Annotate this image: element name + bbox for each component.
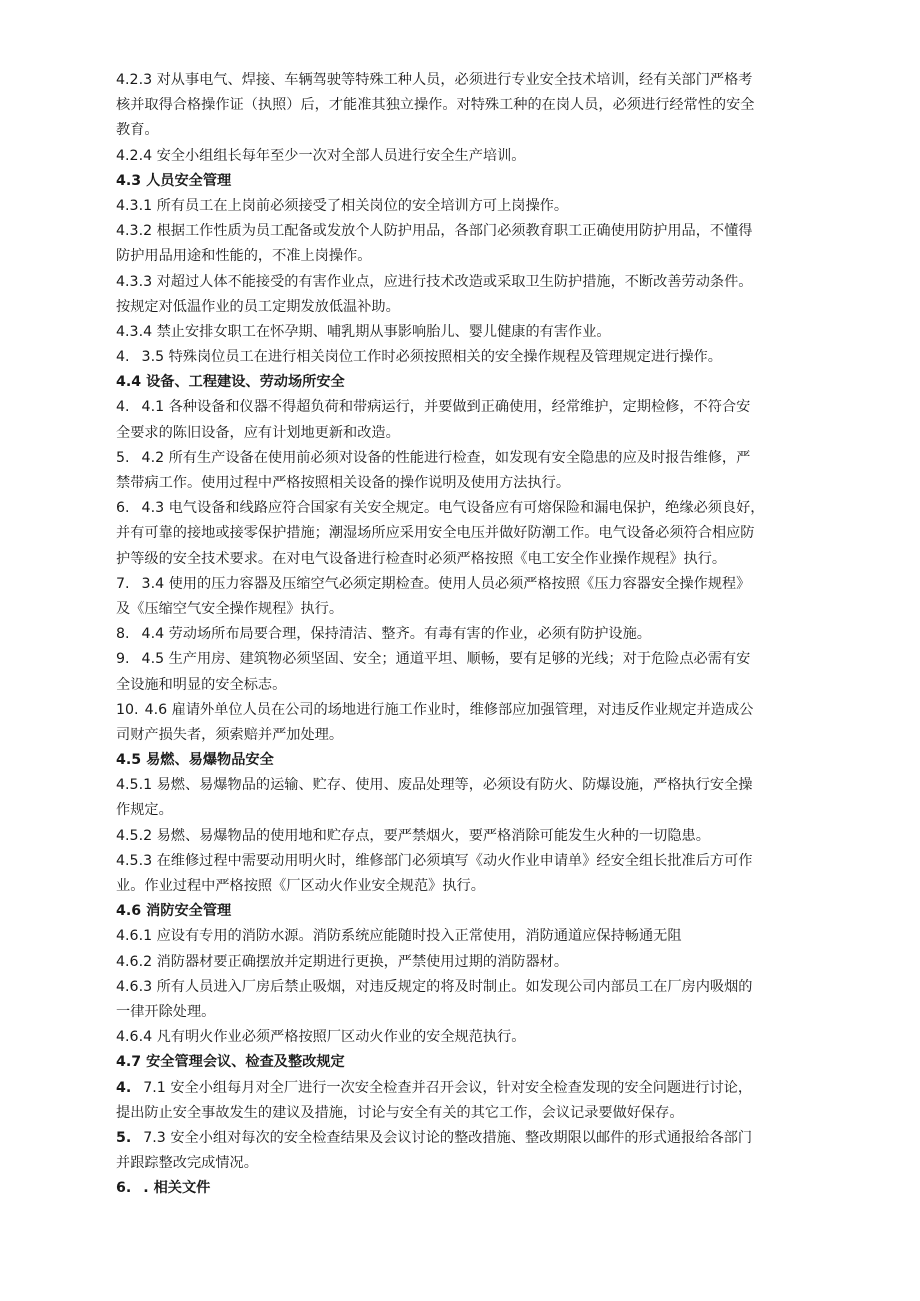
paragraph-line: 4.5.1 易燃、易爆物品的运输、贮存、使用、废品处理等，必须设有防火、防爆设施，严格执行安全操 — [116, 777, 753, 794]
paragraph-line — [116, 572, 812, 597]
list-text: 4.5 生产用房、建筑物必须坚固、安全；通道平坦、顺畅，要有足够的光线；对于危险点必需有安 — [141, 651, 751, 668]
paragraph-line: 4.2.3 对从事电气、焊接、车辆驾驶等特殊工种人员，必须进行专业安全技术培训，经有关部门严格考 — [116, 72, 753, 88]
document-page — [116, 68, 812, 1201]
paragraph-line: 护等级的安全技术要求。在对电气设备进行检查时必须严格按照《电工安全作业操作规程》执行。 — [116, 550, 727, 567]
paragraph-line: 司财产损失者，须索赔并严加处理。 — [116, 726, 344, 743]
list-text: 4.6 雇请外单位人员在公司的场地进行施工作业时，维修部应加强管理，对违反作业规定并造成公 — [144, 701, 754, 718]
paragraph-line — [116, 622, 812, 647]
list-number: 8. — [116, 626, 130, 643]
paragraph-line: 提出防止安全事故发生的建议及措施，讨论与安全有关的其它工作，会议记录要做好保存。 — [116, 1104, 684, 1121]
list-text: 7.3 安全小组对每次的安全检查结果及会议讨论的整改措施、整改期限以邮件的形式通报给各部门 — [143, 1129, 753, 1146]
list-number: 4. — [116, 1079, 132, 1096]
paragraph-line: 4.5.3 在维修过程中需要动用明火时，维修部门必须填写《动火作业申请单》经安全组长批准后方可作 — [116, 852, 753, 869]
list-number: 4. — [116, 349, 130, 366]
section-heading: 4.7 安全管理会议、检查及整改规定 — [116, 1054, 345, 1071]
list-number: 4. — [116, 399, 130, 416]
paragraph-line: 4.6.4 凡有明火作业必须严格按照厂区动火作业的安全规范执行。 — [116, 1029, 526, 1046]
paragraph-line: 并有可靠的接地或接零保护措施；潮湿场所应采用安全电压并做好防潮工作。电气设备必须符合相应防 — [116, 525, 755, 542]
list-number: 6. — [116, 1180, 132, 1197]
list-number: 7. — [116, 575, 130, 592]
paragraph-line — [116, 1076, 812, 1101]
paragraph-line: 防护用品用途和性能的，不准上岗操作。 — [116, 248, 372, 265]
list-text: 4.3 电气设备和线路应符合国家有关安全规定。电气设备应有可熔保险和漏电保护，绝缘必须良好， — [141, 500, 765, 517]
paragraph-line: 并跟踪整改完成情况。 — [116, 1155, 258, 1172]
paragraph-line — [116, 647, 812, 672]
list-number: 6. — [116, 500, 130, 517]
paragraph-line: 4.5.2 易燃、易爆物品的使用地和贮存点，要严禁烟火，要严格消除可能发生火种的一切隐患。 — [116, 827, 710, 844]
list-number: 5. — [116, 449, 130, 466]
list-text: 4.4 劳动场所布局要合理，保持清洁、整齐。有毒有害的作业，必须有防护设施。 — [141, 626, 651, 643]
list-text: 7.1 安全小组每月对全厂进行一次安全检查并召开会议，针对安全检查发现的安全问题进行讨论， — [143, 1079, 753, 1096]
paragraph-line: 4.6.3 所有人员进入厂房后禁止吸烟，对违反规定的将及时制止。如发现公司内部员工在厂房内吸烟的 — [116, 978, 753, 995]
paragraph-line: 4.3.3 对超过人体不能接受的有害作业点，应进行技术改造或采取卫生防护措施，不断改善劳动条件。 — [116, 273, 753, 290]
paragraph-line: 4.6.1 应设有专用的消防水源。消防系统应能随时投入正常使用，消防通道应保持畅通无阻 — [116, 928, 682, 945]
paragraph-line: 全设施和明显的安全标志。 — [116, 676, 287, 693]
paragraph-line: 4.3.4 禁止安排女职工在怀孕期、哺乳期从事影响胎儿、婴儿健康的有害作业。 — [116, 323, 611, 340]
section-heading: 4.4 设备、工程建设、劳动场所安全 — [116, 374, 345, 391]
paragraph-line — [116, 345, 812, 370]
paragraph-line: 教育。 — [116, 122, 159, 139]
list-number: 10. — [116, 701, 139, 718]
section-heading: 4.3 人员安全管理 — [116, 172, 232, 189]
section-heading: 4.5 易燃、易爆物品安全 — [116, 752, 274, 769]
list-text: 3.4 使用的压力容器及压缩空气必须定期检查。使用人员必须严格按照《压力容器安全操作规程》 — [141, 575, 751, 592]
section-heading — [116, 1176, 812, 1201]
paragraph-line — [116, 698, 812, 723]
paragraph-line: 作规定。 — [116, 802, 173, 819]
list-text: 4.2 所有生产设备在使用前必须对设备的性能进行检查，如发现有安全隐患的应及时报告维修，严 — [141, 449, 751, 466]
paragraph-line: 一律开除处理。 — [116, 1003, 216, 1020]
paragraph-line: 4.2.4 安全小组组长每年至少一次对全部人员进行安全生产培训。 — [116, 147, 526, 164]
paragraph-line: 按规定对低温作业的员工定期发放低温补助。 — [116, 298, 400, 315]
paragraph-line: 核并取得合格操作证（执照）后，才能准其独立操作。对特殊工种的在岗人员，必须进行经常性的安全 — [116, 97, 755, 114]
paragraph-line: 业。作业过程中严格按照《厂区动火作业安全规范》执行。 — [116, 878, 485, 894]
paragraph-line — [116, 1126, 812, 1151]
paragraph-line: 禁带病工作。使用过程中严格按照相关设备的操作说明及使用方法执行。 — [116, 475, 571, 491]
paragraph-line: 及《压缩空气安全操作规程》执行。 — [116, 600, 344, 617]
paragraph-line — [116, 446, 812, 471]
list-text: . 相关文件 — [143, 1180, 211, 1197]
list-text: 3.5 特殊岗位员工在进行相关岗位工作时必须按照相关的安全操作规程及管理规定进行操作。 — [141, 349, 722, 366]
section-heading: 4.6 消防安全管理 — [116, 903, 232, 920]
paragraph-line — [116, 395, 812, 420]
paragraph-line: 4.3.2 根据工作性质为员工配备或发放个人防护用品，各部门必须教育职工正确使用防护用品，不懂得 — [116, 223, 753, 240]
list-text: 4.1 各种设备和仪器不得超负荷和带病运行，并要做到正确使用，经常维护，定期检修，不符合安 — [141, 399, 751, 416]
paragraph-line: 4.6.2 消防器材要正确摆放并定期进行更换，严禁使用过期的消防器材。 — [116, 953, 569, 970]
list-number: 9. — [116, 651, 130, 668]
list-number: 5. — [116, 1129, 132, 1146]
paragraph-line — [116, 496, 812, 521]
paragraph-line: 4.3.1 所有员工在上岗前必须接受了相关岗位的安全培训方可上岗操作。 — [116, 197, 569, 214]
paragraph-line: 全要求的陈旧设备，应有计划地更新和改造。 — [116, 424, 400, 441]
